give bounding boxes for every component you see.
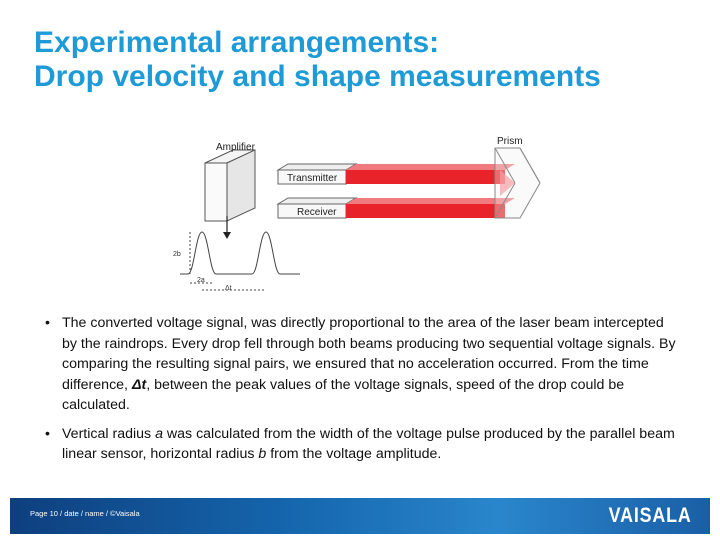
bullet-text-segment: , between the peak values of the voltage signals, speed of the drop could be calculated.	[62, 376, 625, 413]
arrow-head-icon	[223, 232, 231, 239]
measurement-setup-diagram	[170, 128, 550, 300]
signal-height-label: 2b	[173, 251, 181, 258]
vaisala-logo: VAISALA	[609, 504, 692, 527]
delta-t-symbol: Δt	[131, 376, 147, 393]
bullet-text	[62, 315, 676, 413]
title-line-2: Drop velocity and shape measurements	[34, 60, 601, 93]
bullet-text-segment: from the voltage amplitude.	[266, 446, 442, 462]
footer-bar	[10, 498, 710, 534]
radius-a-symbol: a	[155, 425, 163, 442]
bullet-dot: •	[45, 315, 50, 331]
prism-label: Prism	[497, 136, 523, 147]
signal-width-label: 2a	[197, 277, 205, 284]
transmitter-label: Transmitter	[287, 173, 338, 184]
bullet-text-segment: The converted voltage signal, was directly proportional to the area of the laser beam intercepted by the raindrops. Every drop fell through both beams producing two sequential voltage signals. By comparing the resulting signal pairs, we ensured that no acceleration occurred. From the time difference,	[62, 315, 676, 393]
bullet-item-radius	[40, 424, 680, 465]
laser-beam-bottom	[346, 198, 515, 218]
slide-title	[34, 26, 704, 94]
bullet-text	[62, 426, 675, 463]
footer-page-info: Page 10 / date / name / ©Vaisala	[30, 509, 140, 518]
amplifier-box	[205, 150, 255, 221]
radius-b-symbol: b	[258, 446, 267, 462]
prism	[495, 148, 540, 218]
signal-delta-label: Δt	[225, 285, 232, 292]
receiver-label: Receiver	[297, 207, 337, 218]
bullet-item-signal	[40, 313, 680, 416]
bullet-dot: •	[45, 425, 50, 442]
laser-beam-top	[346, 164, 515, 184]
amplifier-label: Amplifier	[216, 142, 255, 153]
bullet-text-segment: Vertical radius	[62, 425, 156, 442]
title-line-1: Experimental arrangements:	[34, 26, 440, 59]
bullet-text-segment: was calculated from the width of the voltage pulse produced by the parallel beam linear sensor, horizontal radius	[62, 425, 675, 462]
bullet-list	[40, 313, 680, 473]
